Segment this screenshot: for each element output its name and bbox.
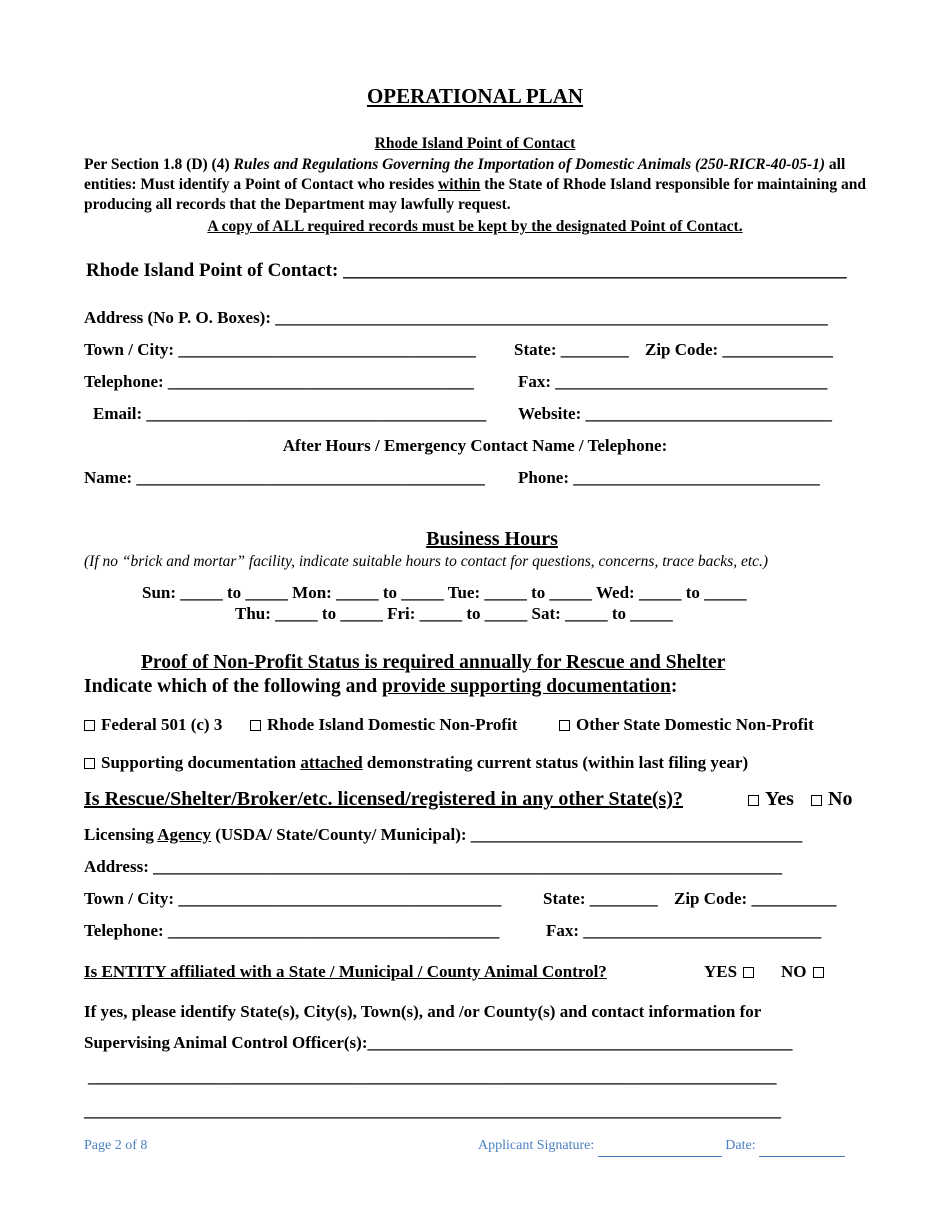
name-label: Name: (84, 468, 137, 487)
email-field[interactable] (93, 404, 486, 424)
licensing-telephone-field[interactable] (84, 921, 499, 941)
state-label: State: (543, 889, 590, 908)
officer-label: Supervising Animal Control Officer(s): (84, 1033, 368, 1052)
checkbox[interactable] (813, 967, 824, 978)
date-line[interactable] (759, 1140, 845, 1157)
zip-blank[interactable]: _____________ (722, 340, 833, 359)
officer-blank[interactable]: __________________________________________________ (367, 1033, 793, 1052)
address-label: Address: (84, 857, 154, 876)
support-suffix: demonstrating current status (within last filing year) (362, 753, 749, 772)
officer-blank-line-2[interactable]: __________________________________________________________________________________ (84, 1101, 781, 1120)
checkbox[interactable] (84, 758, 95, 769)
checkbox[interactable] (743, 967, 754, 978)
website-field[interactable] (518, 404, 832, 424)
zip-label: Zip Code: (674, 889, 752, 908)
licensing-agency-field[interactable] (84, 825, 802, 845)
option-ri-nonprofit[interactable] (250, 715, 517, 735)
address-blank[interactable]: __________________________________________________________________________ (153, 857, 783, 876)
email-blank[interactable]: ________________________________________ (146, 404, 487, 423)
business-hours-note: (If no “brick and mortar” facility, indicate suitable hours to contact for questions, concerns, trace backs, etc.) (84, 553, 769, 570)
licensing-question: Is Rescue/Shelter/Broker/etc. licensed/registered in any other State(s)? (84, 788, 683, 810)
option-other-state-nonprofit[interactable] (559, 715, 814, 735)
option-label: Rhode Island Domestic Non-Profit (267, 715, 518, 734)
telephone-blank[interactable]: ____________________________________ (167, 372, 474, 391)
licensing-state-field[interactable] (543, 889, 658, 909)
no-label: NO (781, 962, 807, 981)
agency-blank[interactable]: _______________________________________ (470, 825, 803, 844)
telephone-field[interactable] (84, 372, 474, 392)
telephone-blank[interactable]: _______________________________________ (167, 921, 500, 940)
ri-contact-heading: Rhode Island Point of Contact (374, 135, 576, 152)
no-label: No (828, 788, 853, 810)
after-hours-heading: After Hours / Emergency Contact Name / Telephone: (282, 436, 668, 455)
option-label: Other State Domestic Non-Profit (576, 715, 814, 734)
footer-signature-date (478, 1138, 845, 1157)
yes-label: Yes (765, 788, 794, 810)
checkbox[interactable] (748, 795, 759, 806)
address-blank[interactable]: _________________________________________________________________ (275, 308, 828, 327)
fax-blank[interactable]: ________________________________ (555, 372, 828, 391)
zip-label: Zip Code: (645, 340, 723, 359)
telephone-label: Telephone: (84, 921, 168, 940)
poc-field[interactable] (86, 260, 847, 282)
option-label: Federal 501 (c) 3 (101, 715, 223, 734)
support-underlined: attached (300, 753, 363, 772)
date-label: Date: (721, 1138, 760, 1153)
ri-contact-intro (84, 155, 874, 215)
intro-regulation: Rules and Regulations Governing the Importation of Domestic Animals (250-RICR-40-05-1) (233, 156, 826, 173)
indicate-underlined: provide supporting documentation (381, 676, 671, 697)
intro-prefix: Per Section 1.8 (D) (4) (84, 156, 234, 173)
nonprofit-indicate (84, 676, 677, 698)
intro-within: within (438, 176, 481, 193)
animal-control-yes-option[interactable] (704, 962, 760, 982)
licensing-address-field[interactable] (84, 857, 782, 877)
animal-control-question: Is ENTITY affiliated with a State / Municipal / County Animal Control? (84, 962, 607, 981)
signature-line[interactable] (598, 1140, 722, 1157)
zip-field[interactable] (645, 340, 833, 360)
address-field[interactable] (84, 308, 828, 328)
state-label: State: (514, 340, 561, 359)
intro-middle: all entities: Must identify a Point of Contact who resides (84, 156, 846, 193)
town-blank[interactable]: ___________________________________ (178, 340, 476, 359)
indicate-suffix: : (670, 676, 678, 697)
business-hours-heading: Business Hours (426, 528, 558, 550)
town-label: Town / City: (84, 889, 179, 908)
poc-label: Rhode Island Point of Contact: (86, 260, 344, 281)
animal-control-no-option[interactable] (781, 962, 830, 982)
licensing-no-option[interactable] (811, 788, 852, 811)
emergency-phone-field[interactable] (518, 468, 820, 488)
identify-instructions: If yes, please identify State(s), City(s), Town(s), and /or County(s) and contact information for (84, 1002, 762, 1021)
telephone-label: Telephone: (84, 372, 168, 391)
name-blank[interactable]: _________________________________________ (136, 468, 485, 487)
website-blank[interactable]: _____________________________ (585, 404, 833, 423)
supervising-officer-field[interactable] (84, 1033, 792, 1053)
licensing-fax-field[interactable] (546, 921, 821, 941)
checkbox[interactable] (84, 720, 95, 731)
town-label: Town / City: (84, 340, 179, 359)
email-label: Email: (93, 404, 147, 423)
support-prefix: Supporting documentation (101, 753, 301, 772)
website-label: Website: (518, 404, 586, 423)
town-field[interactable] (84, 340, 476, 360)
page-title: OPERATIONAL PLAN (366, 84, 584, 108)
phone-blank[interactable]: _____________________________ (573, 468, 820, 487)
licensing-yes-option[interactable] (748, 788, 794, 811)
town-blank[interactable]: ______________________________________ (178, 889, 502, 908)
agency-suffix: (USDA/ State/County/ Municipal): (211, 825, 471, 844)
checkbox[interactable] (559, 720, 570, 731)
officer-blank-line-1[interactable]: _________________________________________________________________________________ (88, 1067, 777, 1086)
emergency-name-field[interactable] (84, 468, 485, 488)
option-federal-501c3[interactable] (84, 715, 222, 735)
phone-label: Phone: (518, 468, 574, 487)
fax-field[interactable] (518, 372, 827, 392)
agency-prefix: Licensing (84, 825, 158, 844)
records-copy-note: A copy of ALL required records must be kept by the designated Point of Contact. (207, 218, 743, 235)
checkbox[interactable] (811, 795, 822, 806)
address-label: Address (No P. O. Boxes): (84, 308, 276, 327)
signature-label: Applicant Signature: (478, 1138, 598, 1153)
fax-label: Fax: (518, 372, 556, 391)
agency-underlined: Agency (157, 825, 212, 844)
licensing-town-field[interactable] (84, 889, 501, 909)
checkbox[interactable] (250, 720, 261, 731)
nonprofit-heading: Proof of Non-Profit Status is required annually for Rescue and Shelter (141, 652, 726, 673)
licensing-zip-field[interactable] (674, 889, 836, 909)
state-blank[interactable]: ________ (589, 889, 658, 908)
page-number: Page 2 of 8 (84, 1138, 148, 1153)
state-blank[interactable]: ________ (560, 340, 629, 359)
option-supporting-docs[interactable] (84, 753, 748, 773)
zip-blank[interactable]: __________ (751, 889, 837, 908)
fax-label: Fax: (546, 921, 584, 940)
indicate-prefix: Indicate which of the following and (84, 676, 382, 697)
fax-blank[interactable]: ____________________________ (583, 921, 822, 940)
yes-label: YES (704, 962, 738, 981)
poc-blank[interactable]: _____________________________________________________ (343, 260, 847, 281)
state-field[interactable] (514, 340, 629, 360)
business-hours-row-1[interactable]: Sun: _____ to _____ Mon: _____ to _____ Tue: _____ to _____ Wed: _____ to _____ (142, 583, 747, 602)
intro-suffix: the State of Rhode Island responsible for maintaining and producing all records that the Department may lawfully request. (84, 176, 866, 213)
business-hours-row-2[interactable]: Thu: _____ to _____ Fri: _____ to _____ Sat: _____ to _____ (235, 604, 673, 623)
